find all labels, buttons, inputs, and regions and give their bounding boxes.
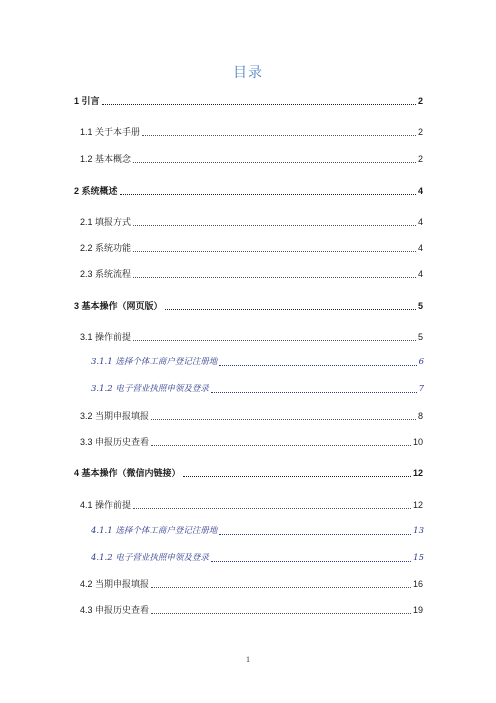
- toc-entry[interactable]: [80, 500, 423, 511]
- toc-entry-label: 1 引言: [74, 96, 100, 106]
- toc-entry[interactable]: [80, 332, 423, 343]
- dot-leader: [133, 225, 416, 226]
- toc-entry-label: 4.1 操作前提: [80, 500, 132, 510]
- toc-entry[interactable]: [80, 154, 423, 165]
- toc-title: 目录: [233, 64, 263, 80]
- toc-entry-label: 2.1 填报方式: [80, 217, 132, 227]
- dot-leader: [133, 508, 411, 509]
- toc-entry[interactable]: [80, 579, 423, 590]
- dot-leader: [133, 162, 416, 163]
- toc-entry-label: 2.3 系统流程: [80, 269, 132, 279]
- toc-entry-page: 10: [412, 437, 423, 447]
- dot-leader: [211, 392, 417, 393]
- dot-leader: [133, 340, 416, 341]
- toc-entry-label: 1.2 基本概念: [80, 154, 132, 164]
- toc-entry-page: 12: [412, 500, 423, 510]
- toc-entry-page: 2: [417, 96, 423, 106]
- toc-entry-page: 7: [418, 384, 424, 394]
- toc-entry-label: 4.1.1 选择个体工商户登记注册地: [91, 526, 218, 536]
- dot-leader: [151, 587, 411, 588]
- toc-entry-label: 4.2 当期申报填报: [80, 579, 150, 589]
- dot-leader: [133, 277, 416, 278]
- toc-entry[interactable]: [80, 605, 423, 616]
- dot-leader: [142, 135, 416, 136]
- toc-entry-page: 15: [413, 553, 424, 563]
- toc-entry[interactable]: [74, 96, 423, 107]
- dot-leader: [151, 419, 416, 420]
- toc-entry[interactable]: [74, 186, 423, 197]
- toc-entry-page: 4: [417, 269, 423, 279]
- toc-entry-label: 3.2 当期申报填报: [80, 411, 150, 421]
- dot-leader: [102, 104, 416, 105]
- toc-entry-page: 4: [417, 186, 423, 196]
- toc-entry-page: 2: [417, 154, 423, 164]
- toc-entry-label: 3.1.2 电子营业执照申领及登录: [91, 384, 209, 394]
- dot-leader: [120, 194, 416, 195]
- toc-entry-label: 3 基本操作（网页版）: [74, 301, 163, 311]
- toc-entry[interactable]: [91, 553, 424, 564]
- toc-entry-page: 5: [417, 332, 423, 342]
- toc-entry-label: 4.1.2 电子营业执照申领及登录: [91, 553, 209, 563]
- toc-entry[interactable]: [91, 384, 424, 395]
- toc-entry[interactable]: [80, 243, 423, 254]
- toc-entry[interactable]: [74, 301, 423, 312]
- toc-entry-label: 3.3 申报历史查看: [80, 437, 150, 447]
- toc-entry[interactable]: [80, 437, 423, 448]
- toc-entry[interactable]: [91, 526, 424, 537]
- page-number: 1: [246, 655, 250, 664]
- toc-entry-page: 8: [417, 411, 423, 421]
- dot-leader: [183, 476, 411, 477]
- dot-leader: [133, 251, 416, 252]
- toc-entry-page: 4: [417, 243, 423, 253]
- toc-entry-label: 3.1 操作前提: [80, 332, 132, 342]
- dot-leader: [219, 534, 411, 535]
- toc-entry-page: 4: [417, 217, 423, 227]
- toc-entry[interactable]: [91, 357, 424, 368]
- toc-entry[interactable]: [80, 217, 423, 228]
- toc-entry[interactable]: [80, 269, 423, 280]
- toc-entry-page: 13: [413, 526, 424, 536]
- dot-leader: [151, 613, 411, 614]
- toc-entry-label: 4 基本操作（微信内链接）: [74, 468, 181, 478]
- dot-leader: [151, 445, 411, 446]
- dot-leader: [165, 309, 416, 310]
- toc-entry-label: 4.3 申报历史查看: [80, 605, 150, 615]
- toc-entry-page: 19: [412, 605, 423, 615]
- toc-entry-label: 2.2 系统功能: [80, 243, 132, 253]
- dot-leader: [219, 365, 416, 366]
- toc-entry[interactable]: [80, 127, 423, 138]
- dot-leader: [211, 561, 411, 562]
- toc-entry-page: 6: [418, 357, 424, 367]
- toc-entry[interactable]: [80, 411, 423, 422]
- toc-entry-page: 12: [412, 468, 423, 478]
- toc-entry-page: 2: [417, 127, 423, 137]
- toc-entry[interactable]: [74, 468, 423, 479]
- toc-entry-page: 16: [412, 579, 423, 589]
- toc-entry-page: 5: [417, 301, 423, 311]
- toc-entry-label: 1.1 关于本手册: [80, 127, 141, 137]
- toc-entry-label: 3.1.1 选择个体工商户登记注册地: [91, 357, 218, 367]
- toc-entry-label: 2 系统概述: [74, 186, 118, 196]
